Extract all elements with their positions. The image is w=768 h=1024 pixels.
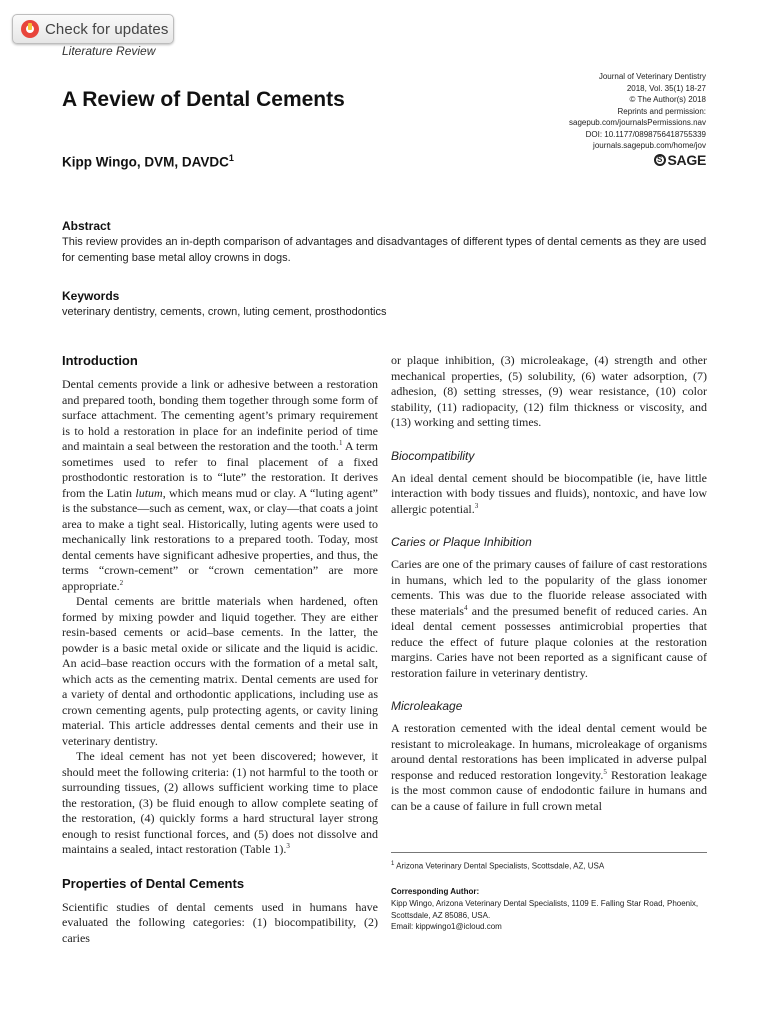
biocompatibility-paragraph: An ideal dental cement should be biocompatible (ie, have little interaction with body tissues and fluids), nontoxic, and have low allergic potential.$^3$ (391, 470, 707, 516)
properties-paragraph-right: or plaque inhibition, (3) microleakage, (4) strength and other mechanical properties, (5) solubility, (6) water adsorption, (7) adhesion, (8) setting stresses, (9) wear resistance, (10) color stability, (11) radiopacity, (12) film thickness or viscosity, and (13) working and setting times. (391, 353, 707, 429)
journal-volume: 2018, Vol. 35(1) 18-27 (626, 83, 706, 93)
journal-name: Journal of Veterinary Dentistry (598, 72, 706, 81)
intro-paragraph-1: Dental cements provide a link or adhesive between a restoration and prepared tooth, bonding them together through some form of surface attachment. The cementing agent’s primary requirement is to hold a restoration in place for an indefinite period of time and maintain a seal between the restoration and the tooth.$^1$ A term sometimes used to refer to final placement of a fixed prosthodontic restoration is to “lute” the restoration. It derives from the Latin lutum, which means mud or clay. A “luting agent” is the substance—such as cement, wax, or clay—that coats a joint area to make a tight seal. Historically, luting agents were used to mechanically link restorations to a prepared tooth. Today, most dental cements have significant adhesive properties, and thus, the terms “crown-cement” or “crown cementation” are more appropriate.$^2$ (62, 377, 378, 593)
reference-3[interactable]: 3 (286, 842, 290, 850)
check-for-updates-label: Check for updates (45, 20, 169, 38)
sage-logo-text: SAGE (667, 152, 706, 168)
introduction-heading: Introduction (62, 353, 138, 368)
crossmark-icon (21, 20, 39, 38)
check-for-updates-button[interactable] (12, 14, 174, 44)
doi-link[interactable]: DOI: 10.1177/0898756418755339 (585, 129, 706, 139)
microleakage-paragraph: A restoration cemented with the ideal dental cement would be resistant to microleakage. In humans, microleakage of organisms around dental restorations has been implicated in adverse pulpal response and reduced restoration longevity.$^5$ Restoration leakage is the most common cause of endodontic failure in humans and can be a cause of failure in full crown metal (391, 721, 707, 813)
keywords-heading: Keywords (62, 289, 120, 303)
corresponding-address: Kipp Wingo, Arizona Veterinary Dental Specialists, 1109 E. Falling Star Road, Phoenix, Scottsdale, AZ 85086, USA. (391, 899, 699, 920)
sage-logo-mark: S (654, 154, 666, 166)
abstract-text: This review provides an in-depth comparison of advantages and disadvantages of different types of dental cements as they are used for cementing base metal alloy crowns in dogs. (62, 236, 707, 264)
affiliation-footnote: $^1$ Arizona Veterinary Dental Specialists, Scottsdale, AZ, USA (391, 861, 605, 871)
caries-heading: Caries or Plaque Inhibition (391, 535, 532, 549)
reference-1[interactable]: 1 (338, 439, 343, 447)
footnote-divider (391, 852, 707, 853)
article-title: A Review of Dental Cements (62, 88, 345, 111)
journal-homepage-link[interactable]: journals.sagepub.com/home/jov (593, 141, 706, 150)
journal-reprints: Reprints and permission: (617, 106, 706, 116)
reference-5[interactable]: 5 (603, 767, 607, 776)
footnote-mark: 1 (391, 861, 395, 867)
journal-info (569, 71, 706, 152)
left-column (62, 353, 378, 946)
reference-4[interactable]: 4 (463, 603, 468, 612)
reference-3[interactable]: 3 (474, 501, 479, 510)
author-name: Kipp Wingo, DVM, DAVDC (62, 154, 229, 170)
article-category: Literature Review (62, 44, 156, 58)
intro-paragraph-2: Dental cements are brittle materials when hardened, often formed by mixing powder and liquid together. They are either resin-based cements or acid–base cements. In the latter, the powder is a basic metal oxide or silicate and the liquid is acidic. An acid–base reaction occurs with the formation of a metal salt, which acts as the cementing matrix. Dental cements are used for a variety of dental and orthodontic applications, including use as crown cementing agents, pulp protecting agents, or cavity lining material. This article addresses dental cements and their use in veterinary dentistry. (62, 594, 378, 748)
corresponding-author-heading: Corresponding Author: (391, 887, 480, 896)
permissions-link[interactable]: sagepub.com/journalsPermissions.nav (569, 118, 706, 127)
corresponding-email[interactable]: Email: kippwingo1@icloud.com (391, 922, 502, 931)
latin-term: lutum (135, 485, 163, 500)
properties-heading: Properties of Dental Cements (62, 875, 245, 891)
sage-logo (654, 152, 706, 168)
reference-2[interactable]: 2 (119, 578, 124, 587)
abstract-heading: Abstract (62, 219, 111, 233)
author-line (62, 153, 234, 170)
keywords-text: veterinary dentistry, cements, crown, luting cement, prosthodontics (62, 306, 387, 318)
intro-paragraph-3: The ideal cement has not yet been discovered; however, it should meet the following criteria: (1) not harmful to the tooth or surrounding tissues, (2) allows sufficient working time to place the restoration, (3) be fluid enough to allow complete seating of the restoration, (4) quickly forms a hard structural layer strong enough to resist functional forces, and (5) does not dissolve and maintains a sealed, intact restoration (Table 1).$^3$ (62, 749, 378, 856)
microleakage-heading: Microleakage (391, 699, 463, 713)
author-affiliation-mark: 1 (228, 153, 234, 163)
caries-paragraph: Caries are one of the primary causes of failure of cast restorations in humans, which led to the popularity of the glass ionomer cements. This was due to the fluoride release associated with these materials$^4$ and the presumed benefit of reduced caries. An ideal dental cement possesses antimicrobial properties that reduce the effect of future plaque colonies at the restoration margins. Caries have not been reported as a significant cause of restoration failure in veterinary dentistry. (391, 557, 707, 680)
corresponding-author-details (391, 898, 707, 933)
right-column (391, 353, 707, 814)
biocompatibility-heading: Biocompatibility (391, 448, 475, 463)
properties-paragraph-left: Scientific studies of dental cements used in humans have evaluated the following categories: (1) biocompatibility, (2) caries (62, 899, 378, 945)
journal-copyright: © The Author(s) 2018 (629, 95, 706, 104)
